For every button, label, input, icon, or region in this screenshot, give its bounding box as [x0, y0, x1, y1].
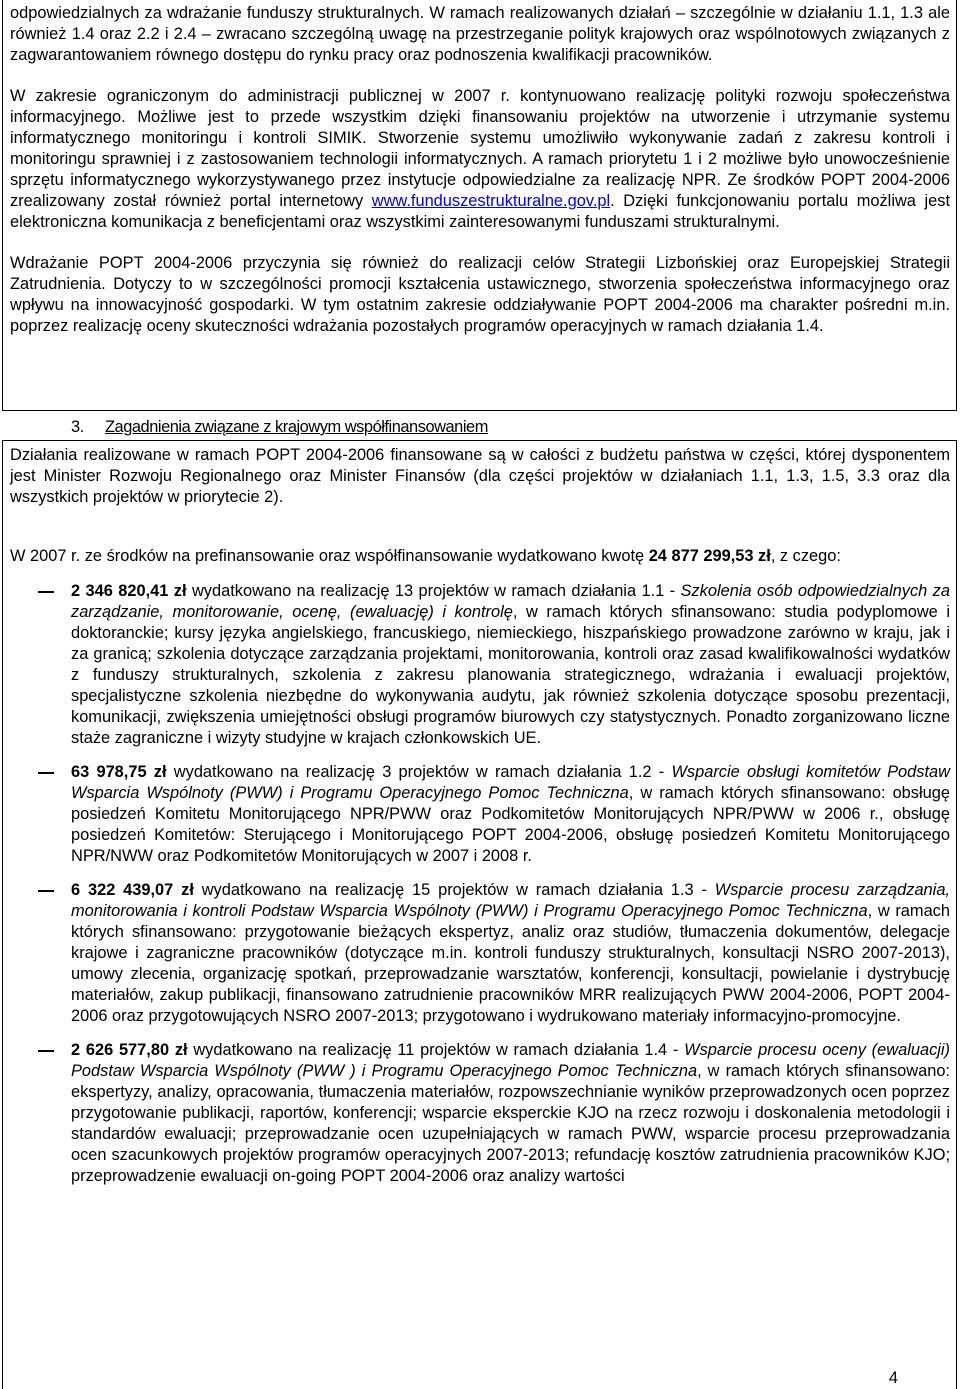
paragraph-text: , z czego:	[770, 547, 841, 565]
item-description: , w ramach których sfinansowano: ekspertyzy, analizy, opracowania, tłumaczenia materiałów, rozpowszechnianie wyników przeprowadzonych ocen poprzez przygotowanie publikacji, raportów, konferencji; wsparcie eksperckie KJO na rzecz rozwoju i doskonalenia metodologii i standardów ewaluacji; przeprowadzanie ocen uzupełniających w ramach PWW, wsparcie procesu przeprowadzania ocen szacunkowych projektów programów operacyjnych 2007-2013; refundację kosztów zatrudnienia pracowników KJO; przeprowadzenie ewaluacji on-going POPT 2004-2006 oraz analizy wartości	[71, 1062, 950, 1185]
portal-link[interactable]: www.funduszestrukturalne.gov.pl	[371, 192, 611, 210]
framed-text-box-lower	[2, 440, 957, 1389]
item-title: Wsparcie obsługi komitetów Podstaw Wsparcia Wspólnoty (PWW) i Programu Operacyjnego Pomoc Techniczna	[71, 763, 950, 802]
section-number: 3.	[71, 418, 84, 436]
paragraph-text: W 2007 r. ze środków na prefinansowanie oraz współfinansowanie wydatkowano kwotę	[10, 547, 649, 565]
item-lead: wydatkowano na realizację 3 projektów w ramach działania 1.2 -	[166, 763, 672, 781]
paragraph-financing: Działania realizowane w ramach POPT 2004-2006 finansowane są w całości z budżetu państwa w części, której dysponentem jest Minister Rozwoju Regionalnego oraz Minister Finansów (dla części projektów w działaniach 1.1, 1.3, 1.5, 3.3 oraz dla wszystkich projektów w priorytecie 2).	[10, 446, 950, 506]
paragraph-total-amount	[10, 546, 950, 567]
item-description: , w ramach których sfinansowano: przygotowanie bieżących ekspertyz, analiz oraz studiów, tłumaczenia dokumentów, delegacje krajowe i zagraniczne pracowników (dotyczące m.in. kontroli funduszy strukturalnych, konsultacji NSRO 2007-2013), umowy zlecenia, organizację spotkań, przeprowadzanie warsztatów, konferencji, konsultacji, powielanie i dystrybucję materiałów, zakup publikacji, finansowano zatrudnienie pracowników MRR realizujących PWW 2004-2006, POPT 2004-2006 oraz przygotowujących NSRO 2007-2013; przygotowano i wydrukowano materiały informacyjno-promocyjne.	[71, 902, 950, 1025]
paragraph-information-society	[10, 86, 950, 233]
list-item	[10, 762, 950, 867]
item-amount: 2 346 820,41 zł	[71, 582, 187, 600]
item-title: Wsparcie procesu zarządzania, monitorowania i kontroli Podstaw Wsparcia Wspólnoty (PWW) i Programu Operacyjnego Pomoc Techniczna	[71, 881, 950, 920]
total-amount: 24 877 299,53 zł	[648, 547, 771, 565]
item-lead: wydatkowano na realizację 15 projektów w ramach działania 1.3 -	[193, 881, 715, 899]
dash-bullet	[38, 1050, 54, 1052]
expenditure-list	[10, 581, 950, 1187]
item-title: Wsparcie procesu oceny (ewaluacji) Podstaw Wsparcia Wspólnoty (PWW ) i Programu Operacyjnego Pomoc Techniczna	[71, 1041, 951, 1080]
page-number: 4	[888, 1369, 898, 1387]
paragraph-lisbon-strategy: Wdrażanie POPT 2004-2006 przyczynia się również do realizacji celów Strategii Lizbońskiej oraz Europejskiej Strategii Zatrudnienia. Dotyczy to w szczególności promocji kształcenia ustawicznego, stworzenia społeczeństwa informacyjnego oraz wpływu na innowacyjność gospodarki. W tym ostatnim zakresie oddziaływanie POPT 2004-2006 ma charakter pośredni m.in. poprzez realizację oceny skuteczności wdrażania pozostałych programów operacyjnych w ramach działania 1.4.	[10, 254, 950, 335]
item-title: Szkolenia osób odpowiedzialnych za zarządzanie, monitorowanie, ocenę, (ewaluację) i kontrolę	[71, 582, 950, 621]
dash-bullet	[38, 890, 54, 892]
framed-text-box-upper	[2, 0, 957, 411]
item-lead: wydatkowano na realizację 13 projektów w ramach działania 1.1 -	[186, 582, 681, 600]
item-amount: 6 322 439,07 zł	[71, 881, 194, 899]
paragraph-text: . Dzięki funkcjonowaniu portalu możliwa jest elektroniczna komunikacja z beneficjentami oraz wszystkimi zainteresowanymi funduszami strukturalnymi.	[10, 192, 950, 231]
paragraph-eu-policies: odpowiedzialnych za wdrażanie funduszy strukturalnych. W ramach realizowanych działań – szczególnie w działaniu 1.1, 1.3 ale również 1.4 oraz 2.2 i 2.4 – zwracano szczególną uwagę na przestrzeganie polityk krajowych oraz wspólnotowych związanych z zagwarantowaniem równego dostępu do rynku pracy oraz podnoszenia kwalifikacji pracowników.	[10, 4, 950, 64]
list-item	[10, 880, 950, 1027]
item-lead: wydatkowano na realizację 11 projektów w ramach działania 1.4 -	[187, 1041, 685, 1059]
list-item	[10, 1040, 950, 1187]
section-heading	[71, 417, 488, 439]
dash-bullet	[38, 591, 54, 593]
item-description: , w ramach których sfinansowano: obsługę posiedzeń Komitetu Monitorującego NPR/PWW oraz Podkomitetów Monitorujących NPR/PWW w 2006 r., obsługę posiedzeń Komitetów: Sterującego i Monitorującego POPT 2004-2006, obsługę posiedzeń Komitetu Monitorującego NPR/NWW oraz Podkomitetów Monitorujących w 2007 i 2008 r.	[71, 784, 950, 865]
paragraph-text: W zakresie ograniczonym do administracji publicznej w 2007 r. kontynuowano realizację polityki rozwoju społeczeństwa informacyjnego. Możliwe jest to przede wszystkim dzięki finansowaniu projektów na utworzenie i utrzymanie systemu informatycznego monitoringu i kontroli SIMIK. Stworzenie systemu umożliwiło wykonywanie zadań z zakresu kontroli i monitoringu sprawniej i z zastosowaniem technologii informatycznych. A ramach priorytetu 1 i 2 możliwe było unowocześnienie sprzętu informatycznego wykorzystywanego przez instytucje odpowiedzialne za realizację NPR. Ze środków POPT 2004-2006 zrealizowany został również portal internetowy	[10, 87, 950, 210]
dash-bullet	[38, 772, 54, 774]
item-amount: 2 626 577,80 zł	[71, 1041, 188, 1059]
item-description: , w ramach których sfinansowano: studia podyplomowe i doktoranckie; kursy języka angielskiego, francuskiego, niemieckiego, hiszpańskiego prowadzone zarówno w kraju, jak i za granicą; szkolenia dotyczące zarządzania projektami, monitorowania, kontroli oraz zasad kwalifikowalności wydatków z funduszy strukturalnych, szkolenia z zakresu planowania strategicznego, wdrażania i ewaluacji projektów, specjalistyczne szkolenia niezbędne do wykonywania audytu, jak również szkolenia dotyczące sposobu prezentacji, komunikacji, zwiększenia umiejętności obsługi programów biurowych czy statystycznych. Ponadto zorganizowano liczne staże zagraniczne i wizyty studyjne w krajach członkowskich UE.	[71, 603, 950, 747]
list-item	[10, 581, 950, 749]
section-title: Zagadnienia związane z krajowym współfinansowaniem	[105, 418, 488, 436]
item-amount: 63 978,75 zł	[71, 763, 167, 781]
